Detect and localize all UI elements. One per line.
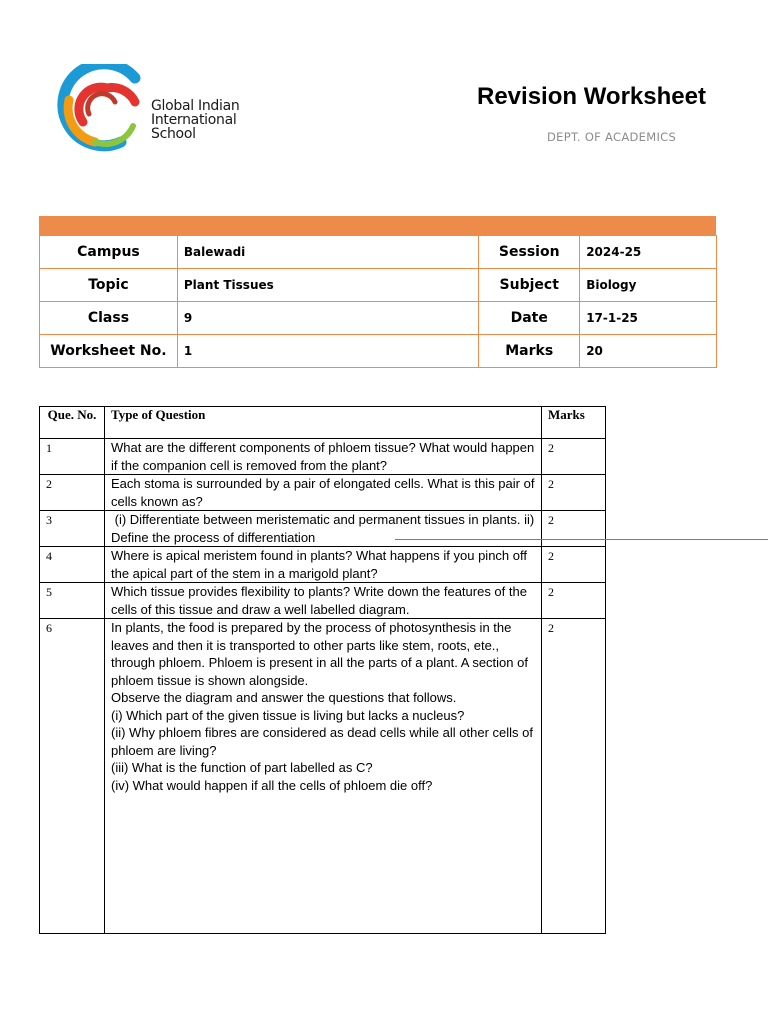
question-text: (i) Differentiate between meristematic and permanent tissues in plants. ii) Define the process of differentiation (111, 512, 538, 545)
question-row (40, 619, 606, 934)
header-marks: Marks (542, 407, 606, 439)
question-text: Which tissue provides flexibility to plants? Write down the features of the cells of this tissue and draw a well labelled diagram. (111, 584, 531, 617)
info-row (40, 236, 717, 269)
question-marks: 2 (542, 439, 606, 475)
question-text: In plants, the food is prepared by the process of photosynthesis in the leaves and then it is transported to other parts like stem, roots, ete., through phloem. Phloem is present in all the parts of a plant. A section of phloem tissue is shown alongside. Observe the diagram and answer the questions that follows. (i) Which part of the given tissue is living but lacks a nucleus? (ii) Why phloem fibres are considered as dead cells while all other cells of phloem are living? (iii) What is the function of part labelled as C? (iv) What would happen if all the cells of phloem die off? (111, 620, 533, 793)
question-row (40, 583, 606, 619)
question-row (40, 547, 606, 583)
info-label: Worksheet No. (40, 335, 178, 368)
school-logo (55, 64, 245, 154)
info-row (40, 302, 717, 335)
info-row (40, 269, 717, 302)
questions-header-row (40, 407, 606, 439)
info-label: Marks (479, 335, 580, 368)
question-number: 3 (40, 511, 105, 547)
question-row (40, 475, 606, 511)
question-row (40, 439, 606, 475)
question-marks: 2 (542, 619, 606, 934)
question-text: Each stoma is surrounded by a pair of elongated cells. What is this pair of cells known as? (111, 476, 539, 509)
question-row (40, 511, 606, 547)
header-question-type: Type of Question (105, 407, 542, 439)
info-value: Balewadi (177, 236, 478, 269)
annotation-line (395, 539, 768, 540)
school-name-line: International (151, 112, 237, 128)
info-label: Class (40, 302, 178, 335)
question-number: 5 (40, 583, 105, 619)
school-name-line: Global Indian (151, 98, 240, 114)
question-marks: 2 (542, 547, 606, 583)
info-table-header-bar (39, 216, 716, 235)
question-text: What are the different components of phloem tissue? What would happen if the companion cell is removed from the plant? (111, 440, 538, 473)
info-label: Subject (479, 269, 580, 302)
info-value: 9 (177, 302, 478, 335)
question-marks: 2 (542, 511, 606, 547)
questions-table (39, 406, 606, 934)
info-value: Biology (580, 269, 717, 302)
school-name-line: School (151, 126, 196, 142)
worksheet-info-table (39, 235, 717, 368)
info-label: Session (479, 236, 580, 269)
department-label: DEPT. OF ACADEMICS (547, 130, 677, 144)
info-value: 1 (177, 335, 478, 368)
info-label: Topic (40, 269, 178, 302)
question-marks: 2 (542, 583, 606, 619)
info-value: 20 (580, 335, 717, 368)
question-text: Where is apical meristem found in plants? What happens if you pinch off the apical part of the stem in a marigold plant? (111, 548, 531, 581)
question-number: 4 (40, 547, 105, 583)
info-row (40, 335, 717, 368)
info-label: Campus (40, 236, 178, 269)
info-value: Plant Tissues (177, 269, 478, 302)
question-marks: 2 (542, 475, 606, 511)
question-number: 6 (40, 619, 105, 934)
page-title: Revision Worksheet (477, 83, 706, 110)
info-value: 17-1-25 (580, 302, 717, 335)
school-logo-icon (55, 64, 147, 154)
question-number: 1 (40, 439, 105, 475)
school-name (151, 99, 239, 141)
question-number: 2 (40, 475, 105, 511)
info-label: Date (479, 302, 580, 335)
header-question-number: Que. No. (40, 407, 105, 439)
info-value: 2024-25 (580, 236, 717, 269)
